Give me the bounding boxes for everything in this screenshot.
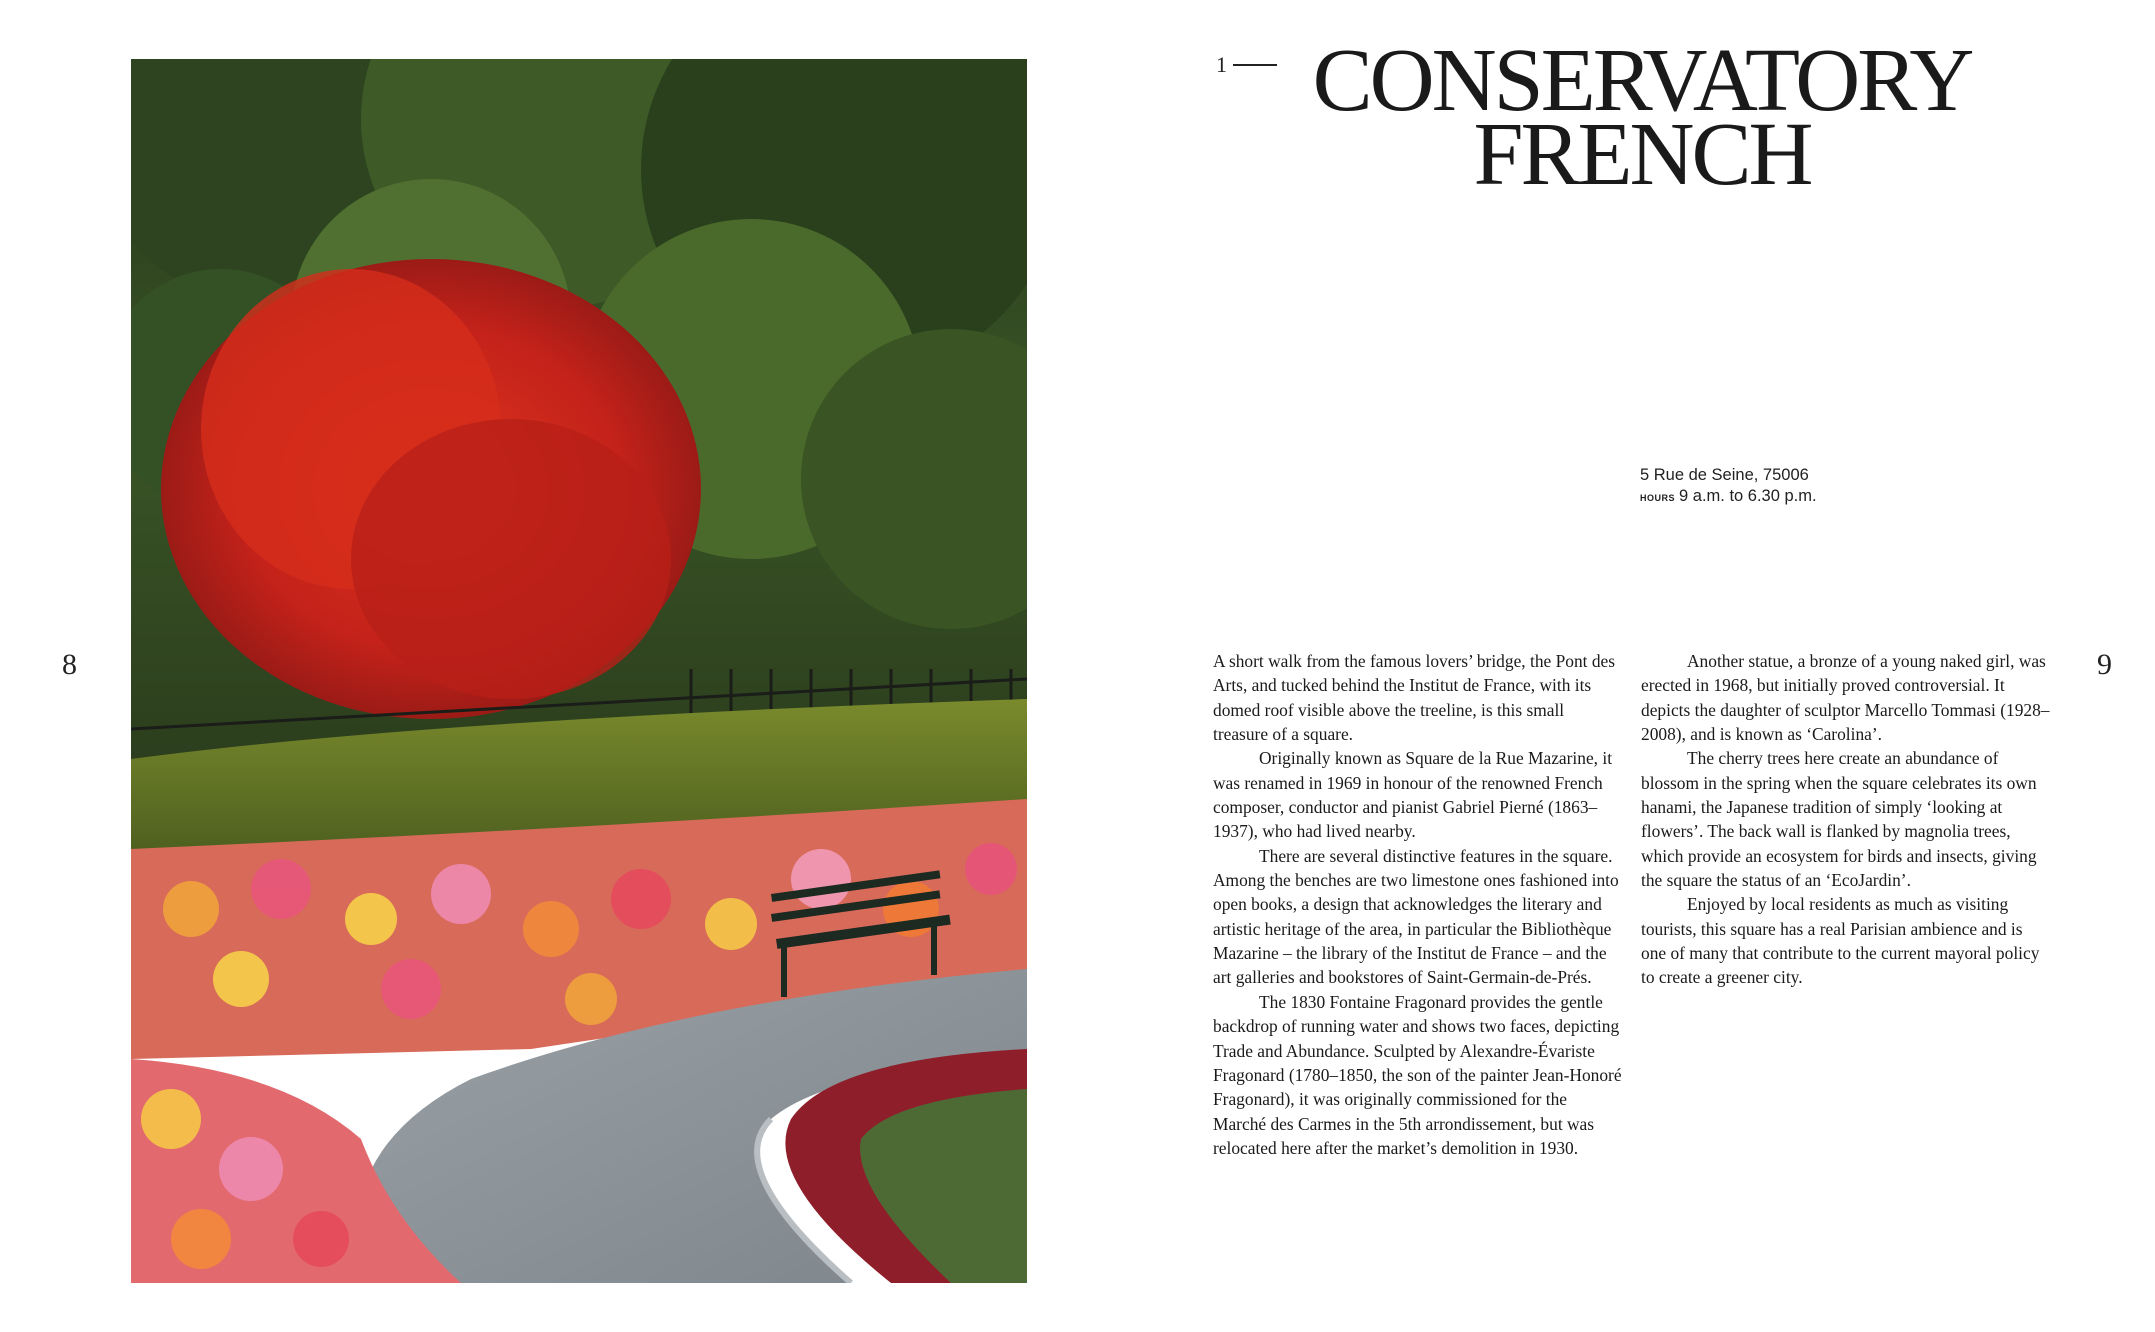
- body-column-2: [1641, 649, 2051, 990]
- body-column-1: [1213, 649, 1623, 1160]
- body-paragraph: Originally known as Square de la Rue Mazarine, it was renamed in 1969 in honour of the renowned French composer, conductor and pianist Gabriel Pierné (1863–1937), who had lived nearby.: [1213, 748, 1613, 842]
- address: 5 Rue de Seine, 75006: [1640, 466, 1809, 484]
- hours-value: 9 a.m. to 6.30 p.m.: [1679, 487, 1817, 505]
- body-paragraph: Another statue, a bronze of a young naked girl, was erected in 1968, but initially proved controversial. It depicts the daughter of sculptor Marcello Tommasi (1928–2008), and is known as ‘Carolina’.: [1641, 651, 2050, 745]
- title-line-1: CONSERVATORY: [1312, 31, 1972, 130]
- body-paragraph: The cherry trees here create an abundance of blossom in the spring when the square celebrates its own hanami, the Japanese tradition of simply ‘looking at flowers’. The back wall is flanked by magnolia trees, which provide an ecosystem for birds and insects, giving the square the status of an ‘EcoJardin’.: [1641, 748, 2037, 891]
- opening-hours: [1640, 486, 1817, 509]
- page-title: [1262, 31, 2022, 204]
- hours-label: HOURS: [1640, 493, 1676, 503]
- entry-number-value: 1: [1216, 52, 1227, 77]
- page-number-right: 9: [2097, 648, 2112, 681]
- body-paragraph: The 1830 Fontaine Fragonard provides the gentle backdrop of running water and shows two faces, depicting Trade and Abundance. Sculpted by Alexandre-Évariste Fragonard (1780–1850, the son of the painter Jean-Honoré Fragonard), it was originally commissioned for the Marché des Carmes in the 5th arrondissement, but was relocated here after the market’s demolition in 1930.: [1213, 991, 1622, 1158]
- garden-photograph: [131, 59, 1027, 1283]
- body-paragraph: A short walk from the famous lovers’ bridge, the Pont des Arts, and tucked behind the Institut de France, with its domed roof visible above the treeline, is this small treasure of a square.: [1213, 651, 1616, 745]
- venue-info: [1640, 465, 1817, 509]
- red-maple-tree: [351, 419, 671, 699]
- body-paragraph: There are several distinctive features in the square. Among the benches are two limestone ones fashioned into open books, a design that acknowledges the literary and artistic heritage of the area, in particular the Bibliothèque Mazarine – the library of the Institut de France – and the art galleries and bookstores of Saint-Germain-de-Prés.: [1213, 845, 1619, 988]
- body-paragraph: Enjoyed by local residents as much as visiting tourists, this square has a real Parisian ambience and is one of many that contribute to the current mayoral policy to create a greener city.: [1641, 894, 2040, 988]
- title-line-2: FRENCH: [1473, 105, 1811, 204]
- page-number-left: 8: [62, 648, 77, 681]
